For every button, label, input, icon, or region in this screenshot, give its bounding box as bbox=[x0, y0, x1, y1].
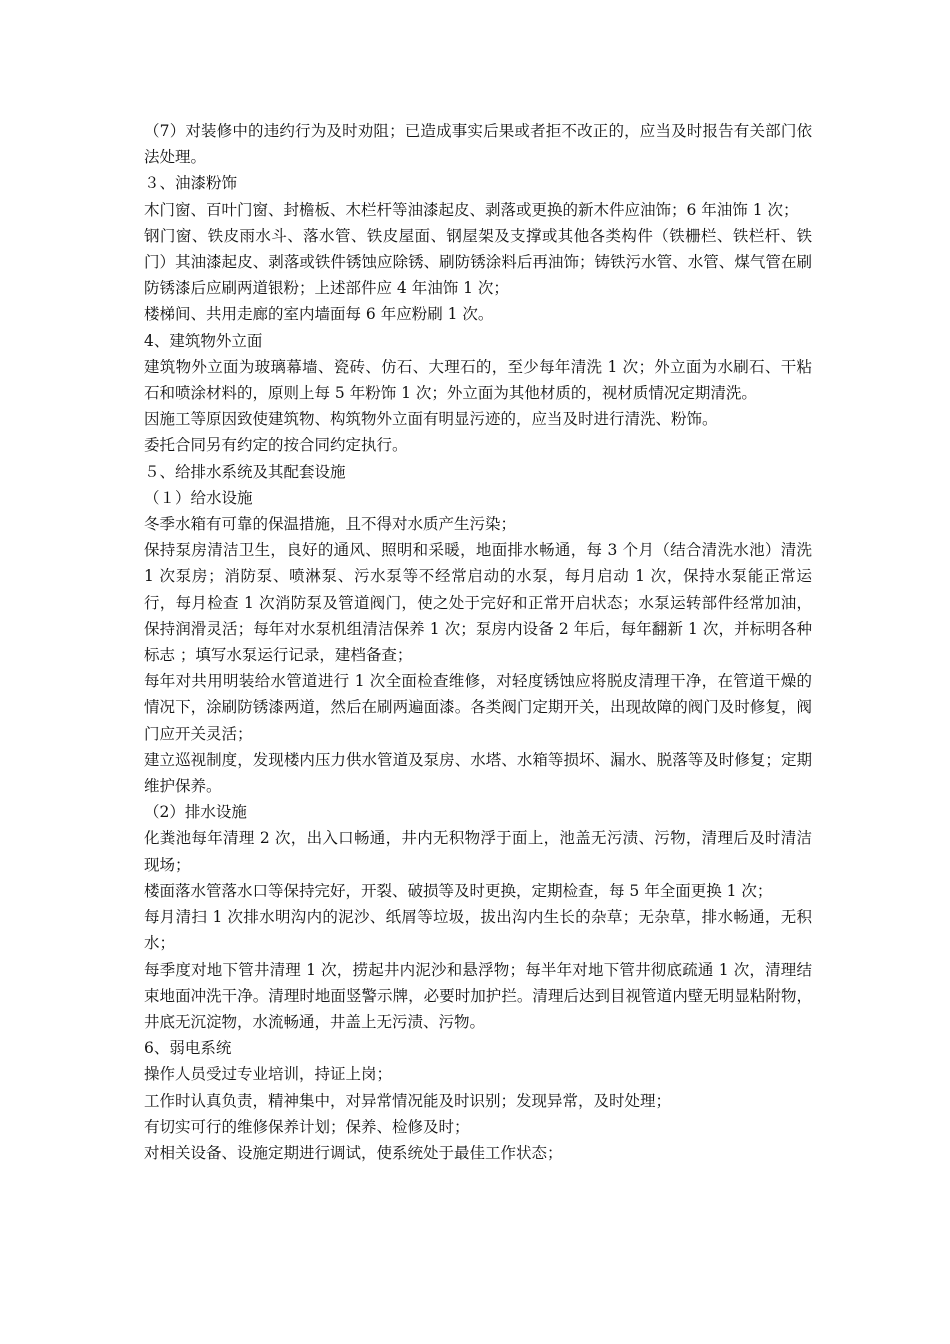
paragraph-system-tuning: 对相关设备、设施定期进行调试，使系统处于最佳工作状态； bbox=[144, 1143, 563, 1162]
paragraph-pipe-inspection: 每年对共用明装给水管道进行 1 次全面检查维修，对轻度锈蚀应将脱皮清理干净，在管道干燥的情况下，涂刷防锈漆两道，然后在刷两遍面漆。各类阀门定期开关，出现故障的阀门及时修复，阀门应开关灵活； bbox=[144, 672, 812, 743]
paragraph-wood-painting: 木门窗、百叶门窗、封檐板、木栏杆等油漆起皮、剥落或更换的新木件应油饰；6 年油饰 1 次； bbox=[144, 200, 799, 219]
paragraph-septic-tank: 化粪池每年清理 2 次，出入口畅通，井内无积物浮于面上，池盖无污渍、污物，清理后及时清洁现场； bbox=[144, 829, 812, 874]
paragraph-operator-training: 操作人员受过专业培训，持证上岗； bbox=[144, 1065, 393, 1084]
section-heading-facade: 4、建筑物外立面 bbox=[144, 331, 263, 350]
paragraph-patrol-system: 建立巡视制度，发现楼内压力供水管道及泵房、水塔、水箱等损坏、漏水、脱落等及时修复；定期维护保养。 bbox=[144, 750, 812, 796]
paragraph-facade-stains: 因施工等原因致使建筑物、构筑物外立面有明显污迹的，应当及时进行清洗、粉饰。 bbox=[144, 410, 718, 429]
paragraph-maintenance-plan: 有切实可行的维修保养计划；保养、检修及时； bbox=[144, 1117, 470, 1136]
paragraph-underground-wells: 每季度对地下管井清理 1 次，捞起井内泥沙和悬浮物；每半年对地下管井彻底疏通 1 次，清理结束地面冲洗干净。清理时地面竖警示牌，必要时加护拦。清理后达到目视管道内壁无明显粘附物，井底无沉淀物，水流畅通，井盖上无污渍、污物。 bbox=[144, 960, 812, 1031]
subsection-heading-drainage: （2）排水设施 bbox=[144, 803, 247, 822]
subsection-heading-water-supply: （１）给水设施 bbox=[144, 488, 253, 507]
section-heading-low-voltage: 6、弱电系统 bbox=[144, 1039, 232, 1058]
paragraph-facade-cleaning: 建筑物外立面为玻璃幕墙、瓷砖、仿石、大理石的，至少每年清洗 1 次；外立面为水刷石、干粘石和喷涂材料的，原则上每 5 年粉饰 1 次；外立面为其他材质的，视材质情况定期清洗。 bbox=[144, 357, 812, 403]
section-heading-painting: ３、油漆粉饰 bbox=[144, 174, 238, 193]
section-heading-plumbing: ５、给排水系统及其配套设施 bbox=[144, 462, 346, 481]
paragraph-violation-handling: （7）对装修中的违约行为及时劝阻；已造成事实后果或者拒不改正的，应当及时报告有关部门依法处理。 bbox=[144, 122, 812, 167]
paragraph-open-ditch: 每月清扫 1 次排水明沟内的泥沙、纸屑等垃圾，拔出沟内生长的杂草；无杂草，排水畅通，无积水； bbox=[144, 908, 812, 953]
paragraph-contract-terms: 委托合同另有约定的按合同约定执行。 bbox=[144, 436, 408, 455]
paragraph-pump-room: 保持泵房清洁卫生，良好的通风、照明和采暖，地面排水畅通，每 3 个月（结合清洗水池）清洗 1 次泵房；消防泵、喷淋泵、污水泵等不经常启动的水泵，每月启动 1 次，保持水泵能正常运行，每月检查 1 次消防泵及管道阀门，使之处于完好和正常开启状态；水泵运转部件经常加油，保持润滑灵活；每年对水泵机组清洁保养 1 次；泵房内设备 2 年后，每年翻新 1 次，并标明各种标志 ；填写水泵运行记录，建档备查； bbox=[144, 541, 812, 665]
document-body bbox=[144, 118, 812, 1166]
paragraph-work-attitude: 工作时认真负责，精神集中，对异常情况能及时识别；发现异常，及时处理； bbox=[144, 1091, 672, 1110]
paragraph-stairwell-painting: 楼梯间、共用走廊的室内墙面每 6 年应粉刷 1 次。 bbox=[144, 305, 494, 324]
paragraph-tank-insulation: 冬季水箱有可靠的保温措施，且不得对水质产生污染； bbox=[144, 515, 517, 534]
paragraph-steel-painting: 钢门窗、铁皮雨水斗、落水管、铁皮屋面、钢屋架及支撑或其他各类构件（铁栅栏、铁栏杆、铁门）其油漆起皮、剥落或铁件锈蚀应除锈、刷防锈涂料后再油饰；铸铁污水管、水管、煤气管在刷防锈漆后应刷两道银粉；上述部件应 4 年油饰 1 次； bbox=[144, 226, 812, 298]
paragraph-downpipes: 楼面落水管落水口等保持完好，开裂、破损等及时更换，定期检查，每 5 年全面更换 1 次； bbox=[144, 881, 773, 900]
